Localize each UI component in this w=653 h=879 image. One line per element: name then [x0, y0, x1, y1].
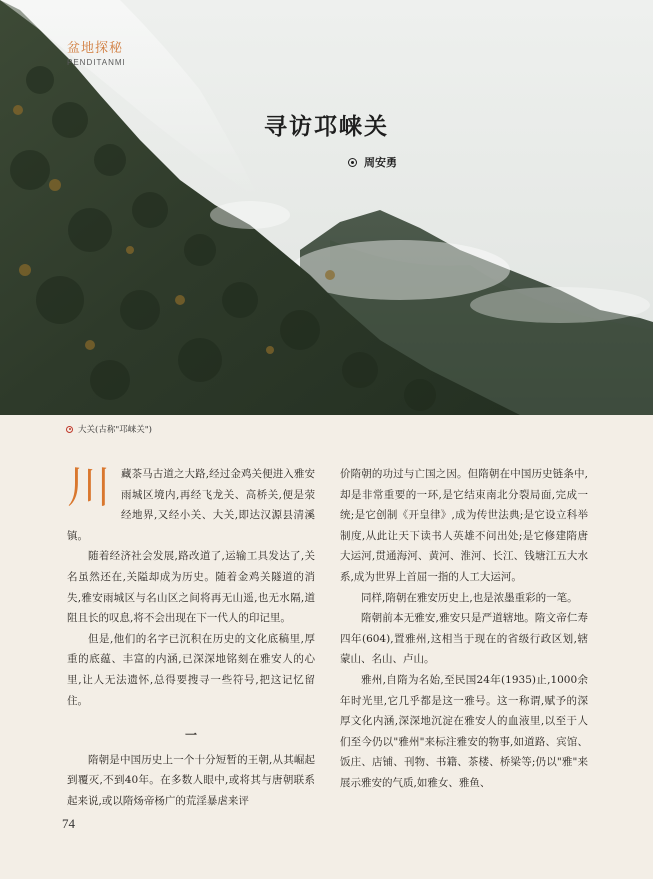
paragraph: 但是,他们的名字已沉积在历史的文化底稿里,厚重的底蕴、丰富的内涵,已深深地铭刻在雅安人的心里,让人无法遗怀,总得要搜寻一些符号,把这记忆留住。: [67, 632, 315, 707]
page-number: 74: [62, 816, 75, 831]
paragraph: 随着经济社会发展,路改道了,运输工具发达了,关名虽然还在,关隘却成为历史。随着金鸡关隧道的消失,雅安雨城区与名山区之间将再无山遥,也无水隔,道阻且长的叹息,将不会出现在下一代人的印记里。: [67, 550, 315, 625]
section-tag-en: PENDITANMI: [67, 58, 126, 67]
author-name: 周安勇: [364, 156, 397, 169]
photo-caption: [66, 423, 152, 435]
paragraph: 隋朝前本无雅安,雅安只是严道辖地。隋文帝仁寿四年(604),置雅州,这相当于现在的省级行政区划,辖蒙山、名山、卢山。: [340, 612, 588, 666]
paragraph-text: 藏茶马古道之大路,经过金鸡关便进入雅安雨城区境内,再经飞龙关、高桥关,便是荥经地界,又经小关、大关,即达汉源县清溪镇。: [67, 468, 315, 542]
left-column: [67, 464, 315, 812]
section-tag-cn: 盆地探秘: [67, 41, 124, 56]
caption-bullet-icon: [66, 426, 73, 433]
author-bullet-icon: [348, 158, 357, 167]
right-column: [340, 464, 588, 794]
article-title: 寻访邛崃关: [264, 114, 389, 140]
paragraph: 雅州,自隋为名始,至民国24年(1935)止,1000余年时光里,它几乎都是这一雅号。这一称谓,赋予的深厚文化内涵,深深地沉淀在雅安人的血液里,以至于人们至今仍以"雅州"来标注雅安的物事,如道路、宾馆、饭庄、店铺、刊物、书籍、茶楼、桥梁等;仍以"雅"来展示雅安的气质,如雅女、雅鱼、: [340, 673, 588, 789]
paragraph: 同样,隋朝在雅安历史上,也是浓墨重彩的一笔。: [361, 591, 578, 604]
paragraph: 隋朝是中国历史上一个十分短暂的王朝,从其崛起到覆灭,不到40年。在多数人眼中,或将其与唐朝联系起来说,或以隋炀帝杨广的荒淫暴虐来评: [67, 753, 315, 807]
caption-text: 大关(古称"邛崃关"): [78, 425, 152, 435]
paragraph: [67, 464, 315, 546]
author-line: [348, 154, 397, 170]
dropcap: 川: [67, 462, 113, 513]
paragraph: 价隋朝的功过与亡国之因。但隋朝在中国历史链条中,却是非常重要的一环,是它结束南北分裂局面,完成一统;是它创制《开皇律》,成为传世法典;是它设立科举制度,从此让天下读书人英雄不问出处;是它修建隋唐大运河,贯通海河、黄河、淮河、长江、钱塘江五大水系,成为世界上首屈一指的人工大运河。: [340, 468, 588, 583]
section-number: 一: [184, 728, 197, 743]
section-tag: [67, 37, 126, 67]
